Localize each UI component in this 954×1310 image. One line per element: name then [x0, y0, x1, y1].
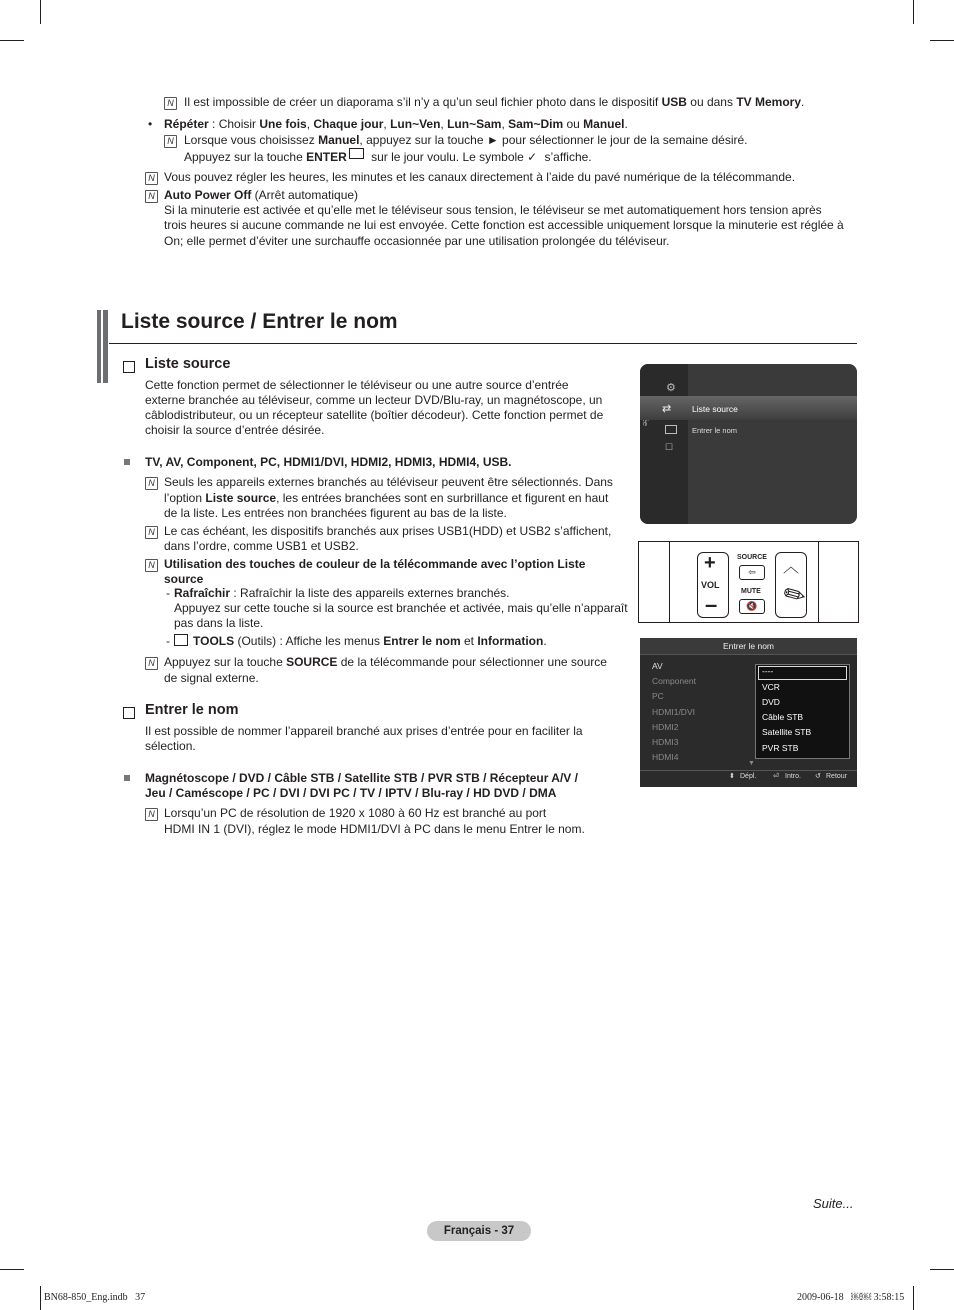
chevron-up-icon: ︿ [783, 559, 800, 576]
footer-back: Retour [826, 773, 848, 780]
option-item[interactable]: Câble STB [762, 712, 804, 722]
note-manuel-1: Lorsque vous choisissez Manuel, appuyez sur la touche ► pour sélectionner le jour de la semaine désiré. [184, 133, 748, 147]
crop-mark [40, 0, 41, 24]
menu2-item[interactable]: AV [652, 661, 663, 671]
note-auto-power-title: Auto Power Off (Arrêt automatique) [164, 188, 359, 202]
page-number: Français - 37 [427, 1221, 531, 1241]
print-info-left: BN68-850_Eng.indb 37 [44, 1292, 146, 1303]
footer-move: Dépl. [740, 773, 757, 780]
checkbox-icon [123, 361, 135, 373]
ls-n4-2: de signal externe. [164, 671, 259, 685]
suite-label: Suite... [813, 1196, 854, 1211]
note-icon: N [164, 97, 177, 110]
pointer-hand-icon: ✎ [777, 576, 812, 614]
gear-icon: ⚙ [666, 382, 676, 394]
ls-dash1-2: Appuyez sur cette touche si la source est branchée et activée, mais qu’elle n’apparaît [174, 601, 628, 615]
mute-label: MUTE [741, 588, 761, 595]
square-bullet [124, 775, 130, 781]
note-icon: N [145, 808, 158, 821]
option-item[interactable]: ---- [762, 666, 774, 676]
print-info-right: 2009-06-18 ￼￼ 3:58:15 [797, 1292, 905, 1303]
remote-control-illustration [638, 541, 859, 623]
menu2-title: Entrer le nom [722, 641, 775, 651]
ls-source-list: TV, AV, Component, PC, HDMI1/DVI, HDMI2, HDMI3, HDMI4, USB. [145, 455, 512, 469]
crop-mark [930, 1269, 954, 1270]
ls-intro-2: externe branchée au téléviseur, comme un lecteur DVD/Blu-ray, un magnétoscope, un [145, 393, 603, 407]
dash: - [166, 634, 170, 648]
enter-icon: ⏎ [773, 773, 779, 780]
menu2-item[interactable]: Component [652, 676, 696, 686]
menu2-item[interactable]: HDMI1/DVI [652, 707, 695, 717]
crop-mark [0, 40, 24, 41]
scroll-down-icon: ▼ [748, 760, 755, 767]
note-auto-power-l2: trois heures si aucune commande ne lui est envoyée. Cette fonction est accessible uniquement lorsque la minuterie est réglée à [164, 218, 844, 232]
menu-item-entrer-nom[interactable]: Entrer le nom [692, 426, 738, 435]
highlight-row [640, 396, 857, 420]
ls-dash2: TOOLS (Outils) : Affiche les menus Entrer le nom et Information. [174, 634, 547, 649]
menu2-item[interactable]: HDMI3 [652, 737, 679, 747]
crop-mark [913, 1286, 914, 1310]
note-auto-power-l1: Si la minuterie est activée et qu’elle met le téléviseur sous tension, le téléviseur se met automatiquement hors tension après [164, 203, 822, 217]
ls-n3-2: source [164, 572, 204, 586]
source-button[interactable]: ⇦ [739, 565, 765, 580]
note-icon: N [145, 559, 158, 572]
repeter-line: Répéter : Choisir Une fois, Chaque jour, Lun~Ven, Lun~Sam, Sam~Dim ou Manuel. [164, 117, 628, 131]
menu2-item[interactable]: PC [652, 691, 664, 701]
en-intro-2: sélection. [145, 739, 196, 753]
option-item[interactable]: DVD [762, 697, 780, 707]
move-icon: ⬍ [729, 773, 735, 780]
picture-icon [665, 425, 677, 434]
option-item[interactable]: PVR STB [762, 743, 799, 753]
tv-menu-input [640, 364, 857, 524]
ls-n1-1: Seuls les appareils externes branchés au téléviseur peuvent être sélectionnés. Dans [164, 475, 613, 489]
menu2-item[interactable]: HDMI2 [652, 722, 679, 732]
menu-item-liste-source[interactable]: Liste source [692, 404, 738, 414]
ls-intro-1: Cette fonction permet de sélectionner le téléviseur ou une autre source d’entrée [145, 378, 569, 392]
note-manuel-2: Appuyez sur la touche ENTER sur le jour voulu. Le symbole ✓ s’affiche. [184, 150, 592, 164]
en-n1-1: Lorsqu’un PC de résolution de 1920 x 1080 à 60 Hz est branché au port [164, 806, 547, 820]
ls-n2-2: dans l’ordre, comme USB1 et USB2. [164, 539, 359, 553]
note-numpad: Vous pouvez régler les heures, les minutes et les canaux directement à l’aide du pavé numérique de la télécommande. [164, 170, 796, 184]
en-n1-2: HDMI IN 1 (DVI), réglez le mode HDMI1/DVI à PC dans le menu Entrer le nom. [164, 822, 585, 836]
ls-n4-1: Appuyez sur la touche SOURCE de la télécommande pour sélectionner une source [164, 655, 607, 669]
title-bar-marker [97, 310, 101, 383]
support-icon: ☐ [665, 442, 674, 452]
title-bar-marker [103, 310, 108, 383]
enter-icon [349, 148, 364, 159]
vol-label: VOL [701, 580, 720, 590]
ls-dash1-3: pas dans la liste. [174, 616, 264, 630]
title-underline [109, 343, 857, 344]
bullet-dot: • [148, 117, 153, 131]
return-icon: ↺ [815, 773, 821, 780]
ls-n2-1: Le cas échéant, les dispositifs branchés aux prises USB1(HDD) et USB2 s’affichent, [164, 524, 612, 538]
footer-enter: Intro. [785, 773, 801, 780]
crop-mark [0, 1269, 24, 1270]
tv-menu-entrer-nom [640, 638, 857, 787]
dash: - [166, 586, 170, 600]
checkbox-icon [123, 707, 135, 719]
ls-dash1-1: Rafraîchir : Rafraîchir la liste des appareils externes branchés. [174, 586, 510, 600]
plus-icon: + [704, 552, 716, 574]
crop-mark [913, 0, 914, 24]
minus-icon: – [705, 592, 718, 617]
en-intro-1: Il est possible de nommer l’appareil branché aux prises d’entrée pour en faciliter la [145, 724, 583, 738]
tools-icon [174, 634, 188, 646]
crop-mark [930, 40, 954, 41]
source-label: SOURCE [737, 554, 767, 561]
option-item[interactable]: Satellite STB [762, 727, 812, 737]
ls-intro-4: choisir la source d’entrée désirée. [145, 423, 325, 437]
entrer-nom-heading: Entrer le nom [145, 702, 239, 718]
note-icon: N [145, 190, 158, 203]
en-list-2: Jeu / Caméscope / PC / DVI / DVI PC / TV / IPTV / Blu-ray / HD DVD / DMA [145, 786, 557, 800]
menu2-footer-divider [640, 770, 857, 771]
note-icon: N [145, 172, 158, 185]
menu-sidebar [640, 364, 688, 524]
note-auto-power-l3: On; elle permet d’éviter une surchauffe occasionnée par une utilisation prolongée du téléviseur. [164, 234, 670, 248]
en-list-1: Magnétoscope / DVD / Câble STB / Satellite STB / PVR STB / Récepteur A/V / [145, 771, 578, 785]
section-title: Liste source / Entrer le nom [121, 310, 398, 333]
menu2-item[interactable]: HDMI4 [652, 752, 679, 762]
square-bullet [124, 459, 130, 465]
crop-mark [40, 1286, 41, 1310]
note-usb: Il est impossible de créer un diaporama s’il n’y a qu’un seul fichier photo dans le dispositif USB ou dans TV Memory. [184, 95, 805, 109]
note-icon: N [145, 526, 158, 539]
ls-intro-3: câblodistributeur, ou un récepteur satellite (boîtier décodeur). Cette fonction permet de [145, 408, 604, 422]
ls-n1-3: de la liste. Les entrées non branchées figurent au bas de la liste. [164, 506, 507, 520]
note-icon: N [145, 657, 158, 670]
option-item[interactable]: VCR [762, 682, 780, 692]
ls-n1-2: l’option Liste source, les entrées branchées sont en surbrillance et figurent en haut [164, 491, 609, 505]
note-icon: N [164, 135, 177, 148]
note-icon: N [145, 477, 158, 490]
mute-button[interactable]: 🔇 [739, 599, 765, 614]
ls-n3-1: Utilisation des touches de couleur de la télécommande avec l’option Liste [164, 557, 586, 571]
check-icon: ✓ [527, 150, 538, 164]
input-icon: ⇄ [662, 403, 672, 415]
liste-source-heading: Liste source [145, 356, 231, 372]
